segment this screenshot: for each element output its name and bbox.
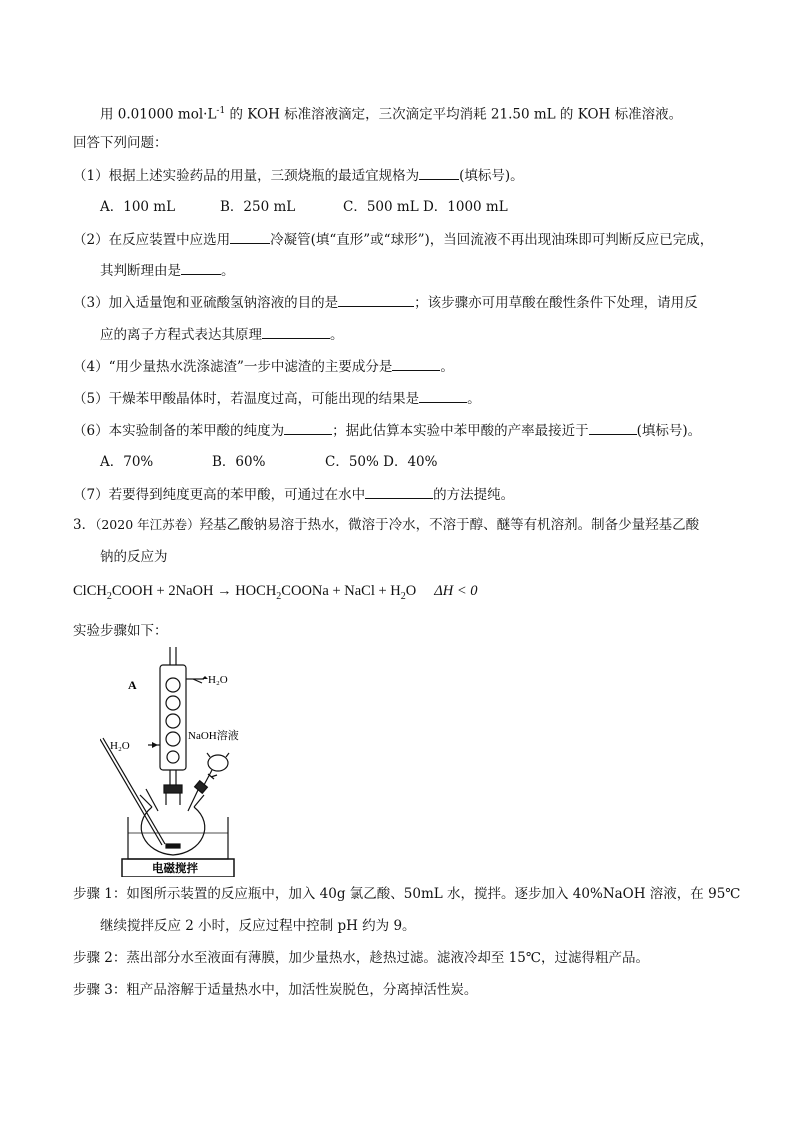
condenser-bulb: [166, 714, 180, 728]
condenser-jacket: [160, 665, 186, 770]
problem-source: （2020 年江苏卷）: [95, 517, 200, 532]
answer-blank[interactable]: [230, 229, 270, 244]
option-a: A．100 mL: [100, 199, 176, 215]
option-b: B．250 mL: [220, 199, 296, 215]
enthalpy-condition: ΔH < 0: [434, 583, 478, 599]
thermometer: [100, 739, 162, 845]
step-1-line2: 继续搅拌反应 2 小时，反应过程中控制 pH 约为 9。: [100, 918, 416, 934]
answer-blank[interactable]: [262, 324, 330, 339]
step-2: 步骤 2：蒸出部分水至液面有薄膜，加少量热水，趁热过滤。滤液冷却至 15℃，过滤得粗产品。: [73, 950, 649, 966]
answer-blank[interactable]: [338, 292, 414, 307]
condenser-bulb: [167, 751, 179, 763]
answer-blank[interactable]: [419, 165, 459, 180]
step-1: 步骤 1：如图所示装置的反应瓶中，加入 40g 氯乙酸、50mL 水，搅拌。逐步加入 40%NaOH 溶液，在 95℃: [73, 886, 741, 902]
question-1: （1）根据上述实验药品的用量，三颈烧瓶的最适宜规格为 (填标号)。: [73, 165, 524, 186]
dropping-funnel: [208, 755, 228, 771]
condenser-bulb: [166, 696, 180, 710]
apparatus-diagram: [100, 645, 280, 877]
intro-line: 用 0.01000 $mol\cdot L^{-1}$ 的 KOH 标准溶液滴定，三次滴定平均消耗 21.50 mL 的 KOH 标准溶液。: [100, 106, 683, 123]
superscript: -1: [216, 106, 226, 116]
answer-blank[interactable]: [392, 356, 440, 371]
question-5: （5）干燥苯甲酸晶体时，若温度过高，可能出现的结果是 。: [73, 388, 481, 409]
step-3: 步骤 3：粗产品溶解于适量热水中，加活性炭脱色，分离掉活性炭。: [73, 982, 478, 998]
problem-3: 3．（2020 年江苏卷）羟基乙酸钠易溶于热水，微溶于冷水，不溶于醇、醚等有机溶剂。制备少量羟基乙酸: [73, 517, 700, 533]
label-water-out: H₂O: [208, 674, 228, 686]
reaction-equation: ClCH$_2$COOH + 2NaOH → $HOCH_2COONa$ + NaCl + $H_2O$ ΔH < 0: [73, 583, 478, 602]
question-6: （6）本实验制备的苯甲酸的纯度为 ；据此估算本实验中苯甲酸的产率最接近于 (填标号)。: [73, 420, 701, 441]
question-1-options: [100, 197, 508, 217]
answer-blank[interactable]: [284, 420, 332, 435]
question-3-line2: 应的离子方程式表达其原理 。: [100, 324, 344, 345]
answer-blank[interactable]: [181, 260, 221, 275]
label-naoh: NaOH溶液: [188, 730, 239, 742]
answer-blank[interactable]: [365, 484, 433, 499]
question-3: （3）加入适量饱和亚硫酸氢钠溶液的目的是 ；该步骤亦可用草酸在酸性条件下处理，请用反: [73, 292, 698, 313]
answer-blank[interactable]: [419, 388, 467, 403]
option-a: A．70%: [100, 454, 154, 470]
condenser-bulb: [166, 678, 180, 692]
question-6-options: [100, 452, 437, 472]
question-7: （7）若要得到纯度更高的苯甲酸，可通过在水中 的方法提纯。: [73, 484, 514, 505]
answer-blank[interactable]: [589, 420, 637, 435]
label-water-in: H₂O: [110, 740, 130, 752]
label-a: A: [128, 678, 137, 692]
option-b: B．60%: [212, 454, 266, 470]
question-2: （2）在反应装置中应选用 冷凝管(填“直形”或“球形”)，当回流液不再出现油珠即可判断反应已完成，: [73, 229, 713, 250]
question-4: （4）“用少量热水洗涤滤渣”一步中滤渣的主要成分是 。: [73, 356, 454, 377]
question-2-line2: 其判断理由是 。: [100, 260, 235, 281]
problem-3-line2: 钠的反应为: [100, 549, 168, 565]
answer-heading: 回答下列问题：: [73, 135, 168, 151]
label-stirrer: 电磁搅拌: [152, 863, 198, 875]
option-cd: C．50% D．40%: [325, 454, 438, 470]
condenser-bulb: [166, 732, 180, 746]
steps-heading: 实验步骤如下：: [73, 623, 168, 639]
option-cd: C．500 mL D．1000 mL: [343, 199, 508, 215]
